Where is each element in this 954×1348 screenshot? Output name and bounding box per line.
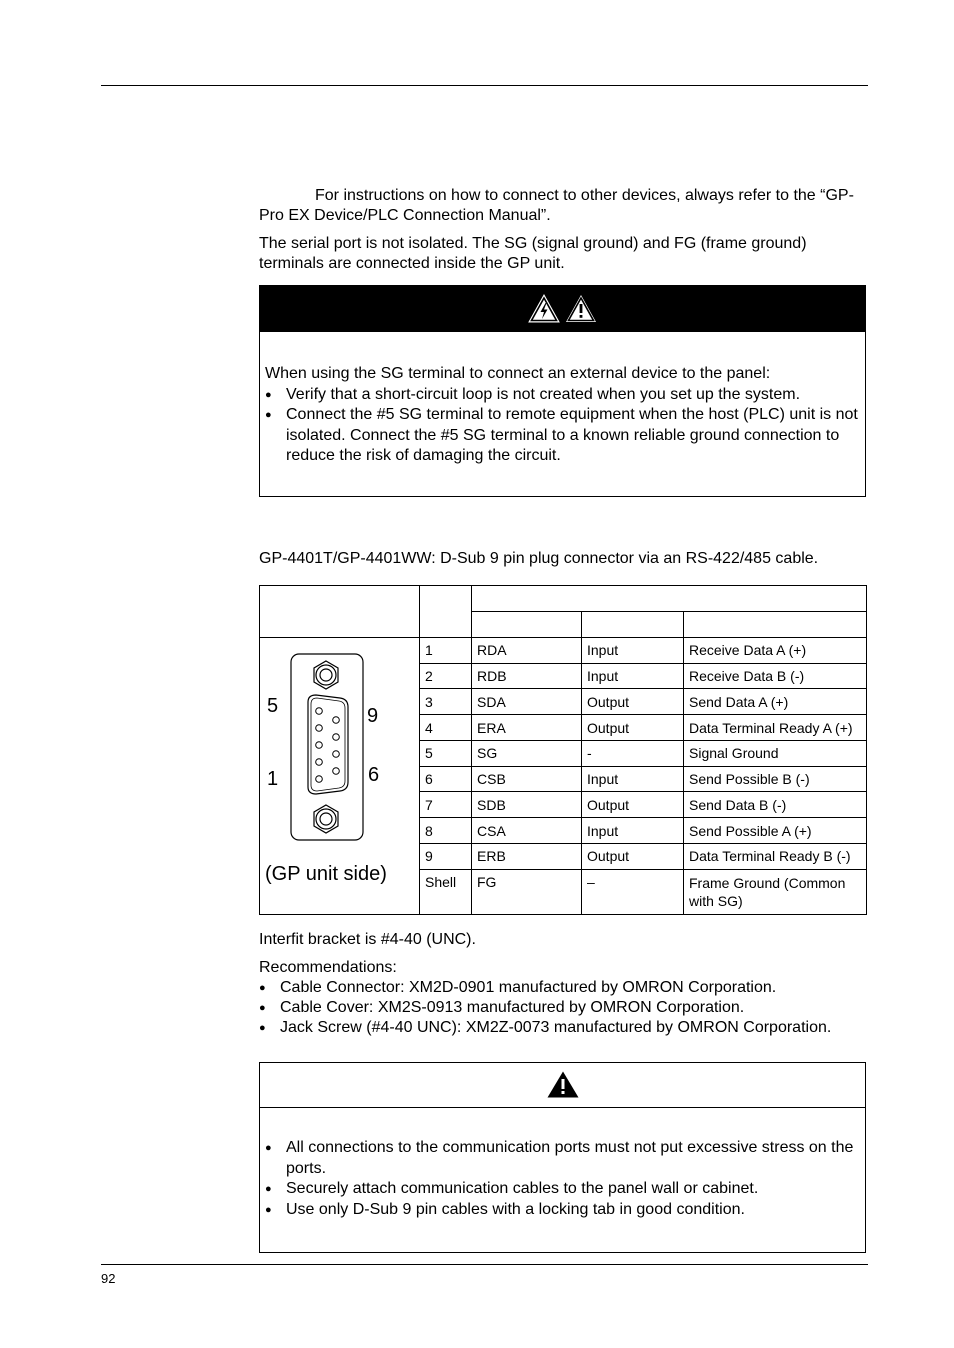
direction-cell: Input [582,818,684,844]
pin-label-1: 1 [267,768,279,790]
danger-header-bar [260,286,865,332]
pin-cell: 1 [420,638,472,664]
dsub9-connector-diagram [286,652,366,844]
list-item: ● Jack Screw (#4-40 UNC): XM2Z-0073 manufactured by OMRON Corporation. [259,1018,869,1038]
header-cell-pin [420,586,472,638]
intro-paragraph [259,186,869,226]
warning-triangle-icon [565,294,597,323]
page-number: 92 [101,1271,116,1286]
direction-cell: – [582,869,684,914]
direction-cell: Input [582,663,684,689]
list-item: ● Cable Cover: XM2S-0913 manufactured by OMRON Corporation. [259,998,869,1018]
header-cell-signal [472,612,582,638]
danger-bullet-2: ● Connect the #5 SG terminal to remote equipment when the host (PLC) unit is not isolated. Connect the #5 SG terminal to a known reliable ground connection to reduce the risk of damaging the circuit. [265,405,859,467]
pin-cell: 9 [420,843,472,869]
meaning-cell: Receive Data A (+) [684,638,867,664]
danger-lead: When using the SG terminal to connect an external device to the panel: [265,365,771,382]
table-row [260,638,867,664]
meaning-cell: Signal Ground [684,740,867,766]
interfit-note: Interfit bracket is #4-40 (UNC). [259,931,476,948]
pin-cell: 4 [420,715,472,741]
meaning-cell: Send Data A (+) [684,689,867,715]
signal-cell: SDA [472,689,582,715]
pin-label-6: 6 [368,764,380,786]
pin-cell: 8 [420,818,472,844]
recommendations-list [259,978,869,1038]
pin-cell: 2 [420,663,472,689]
caution-header-bar [260,1063,865,1108]
table-header-row-1 [260,586,867,612]
caution-box-text [265,1138,859,1220]
connector-caption: (GP unit side) [265,863,387,885]
intro-line-2: Pro EX Device/PLC Connection Manual”. [259,207,551,224]
caution-bullet-list [265,1138,859,1220]
electric-shock-icon [528,294,560,323]
danger-box-text [265,364,859,467]
direction-cell: Input [582,638,684,664]
list-item: ● Cable Connector: XM2D-0901 manufactured by OMRON Corporation. [259,978,869,998]
meaning-cell: Data Terminal Ready B (-) [684,843,867,869]
direction-cell: Output [582,715,684,741]
signal-cell: RDA [472,638,582,664]
caution-bullet-3: ● Use only D-Sub 9 pin cables with a locking tab in good condition. [265,1200,859,1221]
pin-cell: 3 [420,689,472,715]
isolation-note: The serial port is not isolated. The SG (signal ground) and FG (frame ground) terminals are connected inside the GP unit. [259,235,807,272]
header-cell-connector [260,586,420,638]
pin-cell: Shell [420,869,472,914]
signal-cell: RDB [472,663,582,689]
danger-bullet-1: ● Verify that a short-circuit loop is not created when you set up the system. [265,385,859,406]
signal-cell: FG [472,869,582,914]
direction-cell: Input [582,766,684,792]
header-cell-direction [582,612,684,638]
pin-label-5: 5 [267,695,279,717]
pin-cell: 5 [420,740,472,766]
caution-bullet-1: ● All connections to the communication ports must not put excessive stress on the ports. [265,1138,859,1179]
meaning-cell: Receive Data B (-) [684,663,867,689]
signal-cell: CSB [472,766,582,792]
meaning-cell: Frame Ground (Common with SG) [684,869,867,914]
header-cell-rs422 [472,586,867,612]
signal-cell: CSA [472,818,582,844]
direction-cell: - [582,740,684,766]
pin-cell: 6 [420,766,472,792]
recommendations [259,958,869,1038]
signal-cell: ERA [472,715,582,741]
pin-cell: 7 [420,792,472,818]
connector-diagram-cell [260,638,420,915]
footer-rule [101,1264,868,1265]
pin-assignment-table [259,585,867,915]
direction-cell: Output [582,689,684,715]
danger-box [259,285,866,497]
signal-cell: ERB [472,843,582,869]
meaning-cell: Send Data B (-) [684,792,867,818]
header-cell-meaning [684,612,867,638]
signal-cell: SDB [472,792,582,818]
pin-label-9: 9 [367,705,379,727]
direction-cell: Output [582,792,684,818]
recommendations-title: Recommendations: [259,959,397,976]
warning-triangle-icon [546,1070,580,1099]
signal-cell: SG [472,740,582,766]
intro-line-1: For instructions on how to connect to other devices, always refer to the “GP- [315,187,854,204]
caution-box [259,1062,866,1253]
meaning-cell: Send Possible B (-) [684,766,867,792]
meaning-cell: Send Possible A (+) [684,818,867,844]
header-rule [101,85,868,86]
meaning-cell: Data Terminal Ready A (+) [684,715,867,741]
caution-bullet-2: ● Securely attach communication cables to the panel wall or cabinet. [265,1179,859,1200]
connector-intro: GP-4401T/GP-4401WW: D-Sub 9 pin plug connector via an RS-422/485 cable. [259,550,819,567]
direction-cell: Output [582,843,684,869]
danger-bullet-list [265,385,859,467]
